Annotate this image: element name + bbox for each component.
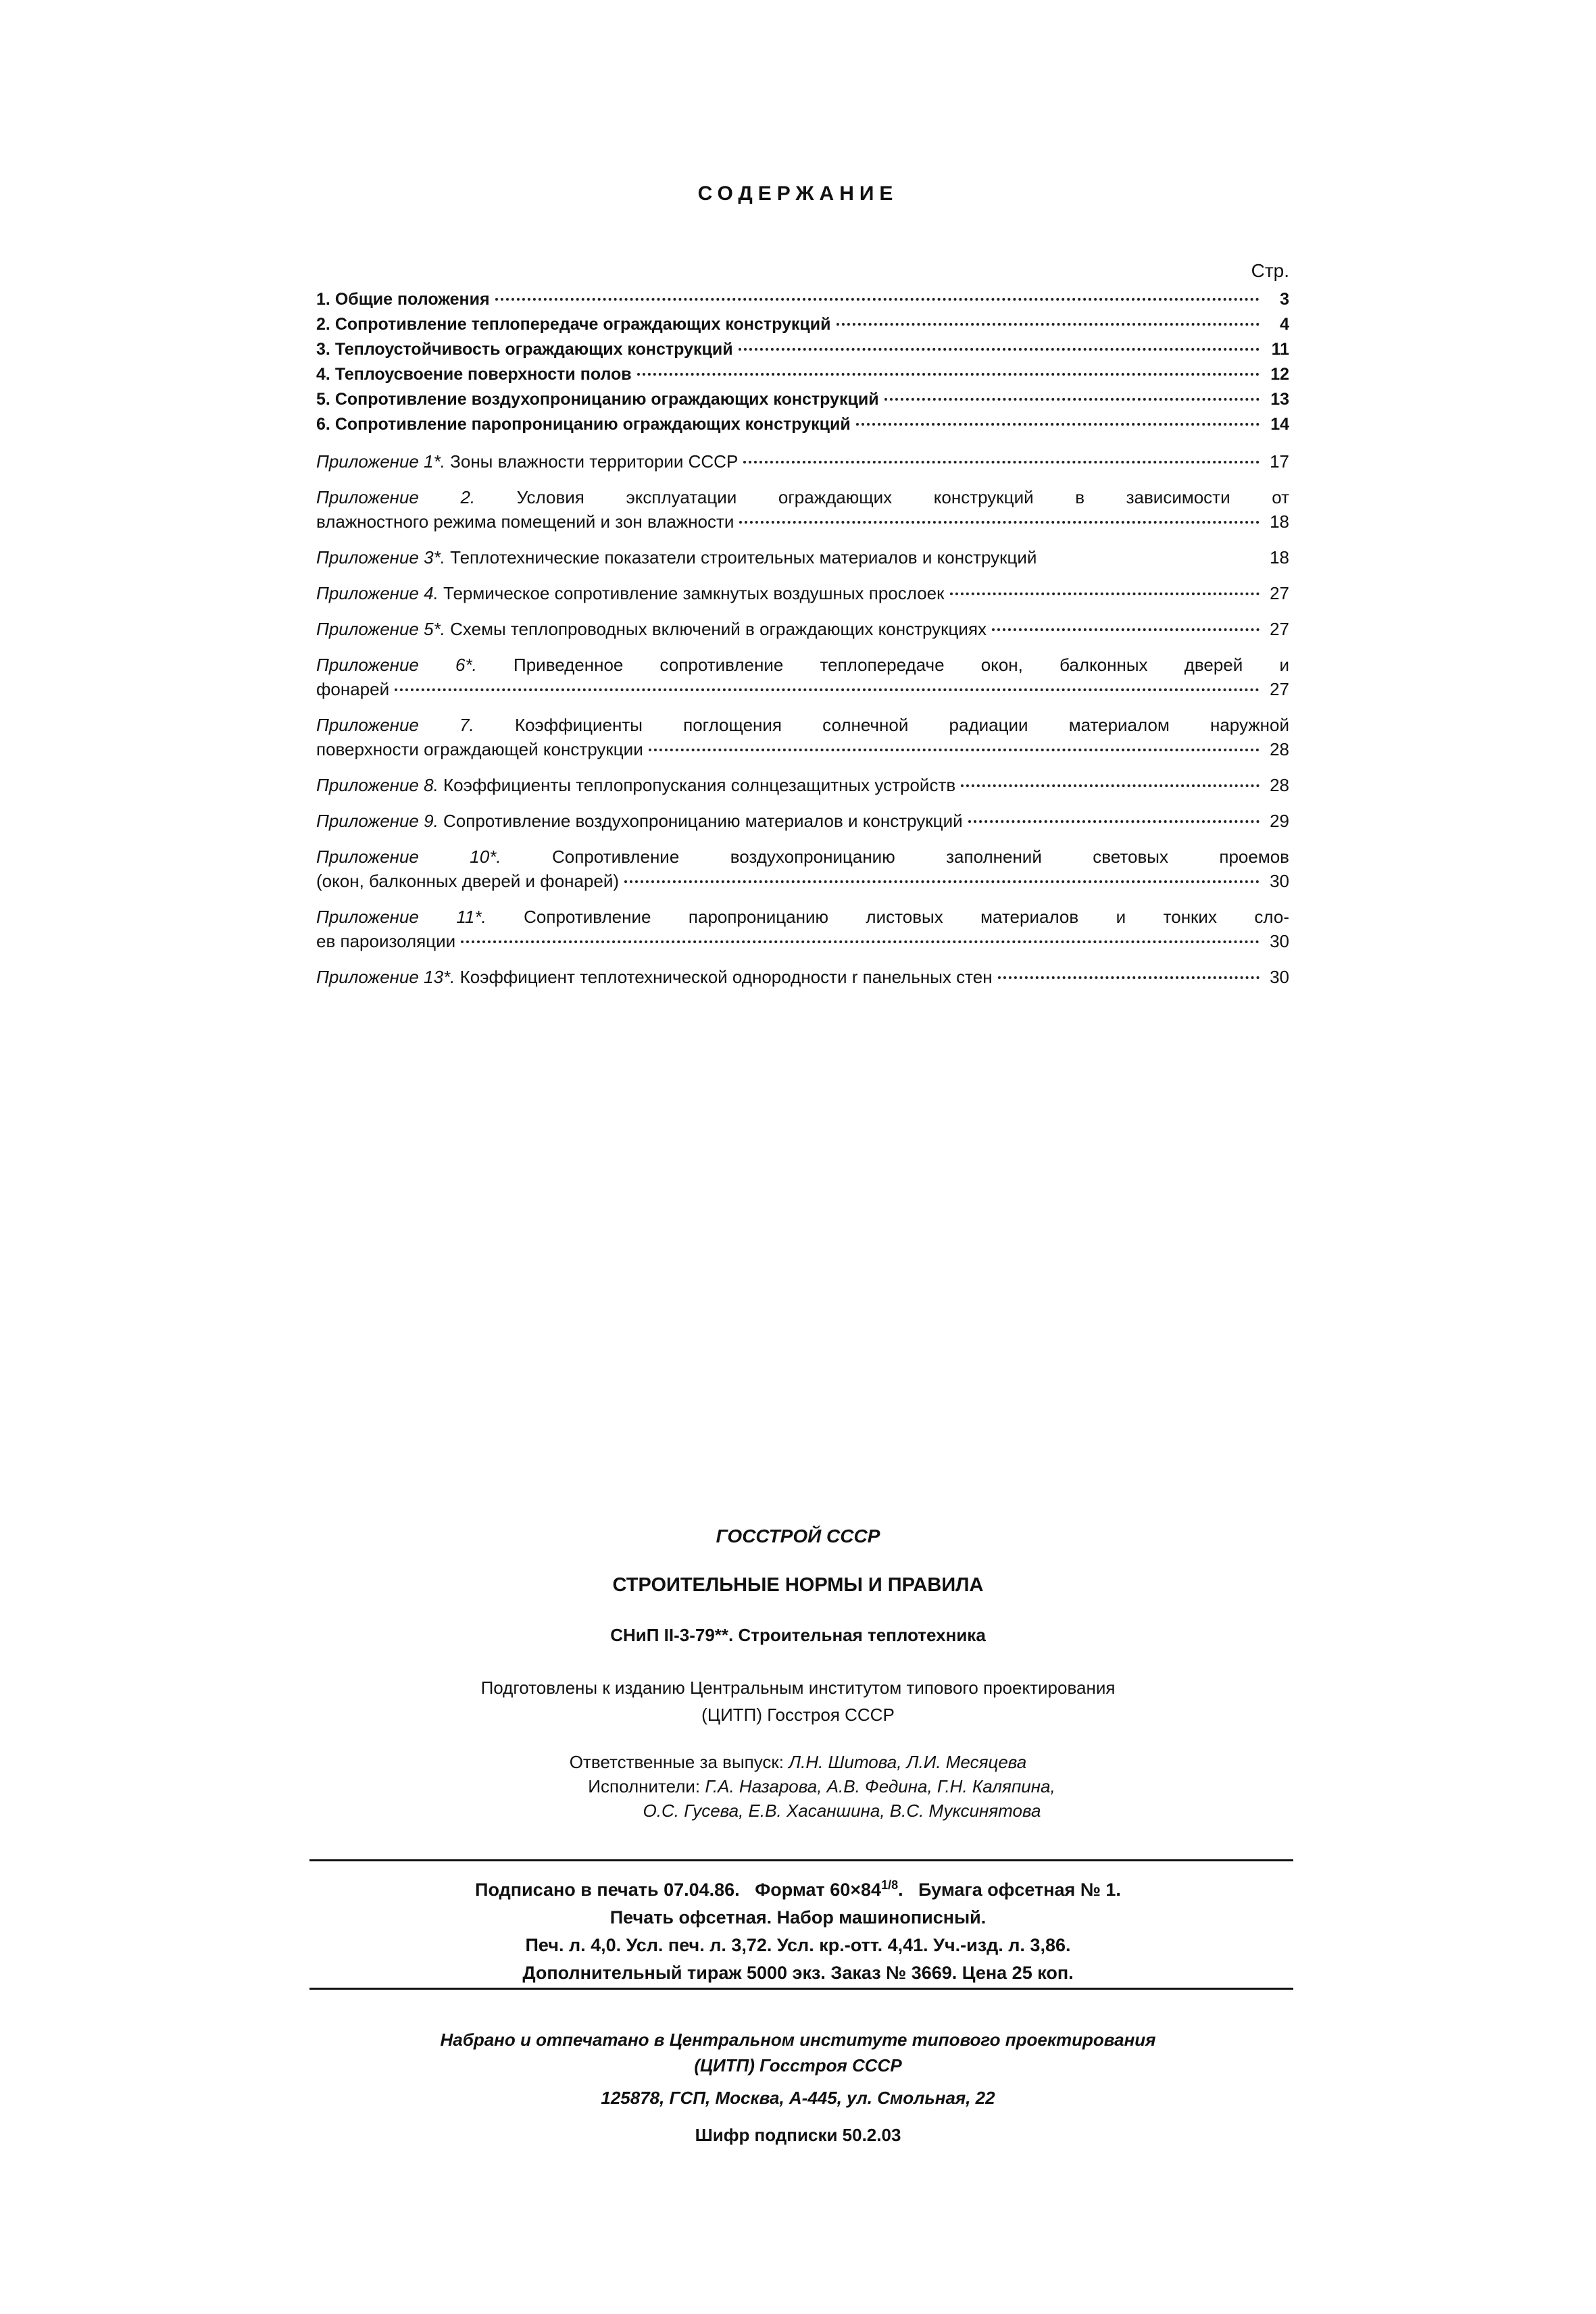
toc-section-5[interactable] — [316, 387, 1289, 412]
section-page: 3 — [1280, 290, 1289, 309]
appendix-page: 30 — [1270, 967, 1289, 987]
appendix-title-cont: влажностного режима помещений и зон влажности — [316, 511, 734, 532]
appendix-page: 27 — [1270, 679, 1289, 699]
appendix-title: Приведенное сопротивление теплопередаче окон, балконных дверей и — [514, 655, 1289, 675]
dot-leader — [743, 461, 1260, 463]
appendix-prefix: Приложение 8. — [316, 775, 439, 795]
toc-appendix-5[interactable] — [316, 617, 1289, 641]
dot-leader — [395, 688, 1260, 691]
dot-leader — [495, 298, 1260, 301]
appendix-prefix: Приложение 9. — [316, 811, 439, 831]
section-label: 6. Сопротивление паропроницанию ограждающих конструкций — [316, 415, 851, 434]
section-page: 11 — [1271, 340, 1289, 359]
appendix-title-cont: поверхности ограждающей конструкции — [316, 739, 643, 759]
dot-leader — [461, 940, 1260, 943]
page-column-header: Стр. — [1251, 260, 1289, 281]
toc-section-6[interactable] — [316, 412, 1289, 437]
appendix-title-cont: фонарей — [316, 679, 390, 699]
credits — [0, 1750, 1596, 1823]
toc-appendix-1[interactable] — [316, 449, 1289, 474]
section-page: 12 — [1270, 365, 1289, 384]
printer-info: Набрано и отпечатано в Центральном институте типового проектирования (ЦИТП) Госстроя СССР — [440, 2030, 1156, 2076]
print-details — [0, 1871, 1596, 1987]
dot-leader — [992, 628, 1260, 631]
subscription-cipher: Шифр подписки 50.2.03 — [695, 2125, 901, 2145]
appendix-title: Зоны влажности территории СССР — [450, 451, 739, 472]
section-label: 5. Сопротивление воздухопроницанию ограждающих конструкций — [316, 390, 879, 409]
appendix-prefix: Приложение 2. — [316, 487, 476, 507]
sections-list — [316, 287, 1289, 437]
dot-leader — [624, 880, 1260, 883]
appendix-page: 18 — [1270, 511, 1289, 532]
appendix-prefix: Приложение 10*. — [316, 847, 501, 867]
sign-line-1: Подписано в печать 07.04.86. Формат $60\times 84^{1/8}$. Бумага офсетная № 1. — [475, 1878, 1121, 1900]
appendix-page: 28 — [1270, 739, 1289, 759]
appendix-prefix: Приложение 3*. — [316, 547, 445, 568]
appendix-prefix: Приложение 13*. — [316, 967, 455, 987]
appendix-page: 30 — [1270, 871, 1289, 891]
toc-appendix-11[interactable] — [316, 905, 1289, 953]
contents-title: СОДЕРЖАНИЕ — [697, 182, 899, 205]
section-page: 4 — [1280, 315, 1289, 334]
toc-appendix-3[interactable] — [316, 545, 1289, 570]
appendix-prefix: Приложение 1*. — [316, 451, 445, 472]
appendix-title: Сопротивление воздухопроницанию заполнений световых проемов — [552, 847, 1289, 867]
section-page: 13 — [1270, 390, 1289, 409]
appendix-title: Сопротивление паропроницанию листовых материалов и тонких сло- — [524, 907, 1289, 927]
toc-appendix-6[interactable] — [316, 653, 1289, 701]
toc-appendix-13[interactable] — [316, 965, 1289, 989]
appendix-title: Условия эксплуатации ограждающих конструкций в зависимости от — [516, 487, 1289, 507]
appendix-page: 27 — [1270, 583, 1289, 603]
executors-line: Исполнители: Г.А. Назарова, А.В. Федина, Г.Н. Каляпина, — [588, 1776, 1055, 1796]
dot-leader — [739, 348, 1260, 351]
responsible-line: Ответственные за выпуск: Л.Н. Шитова, Л.И. Месяцева — [569, 1752, 1027, 1772]
appendix-title: Коэффициенты поглощения солнечной радиации материалом наружной — [514, 715, 1289, 735]
appendix-page: 28 — [1270, 775, 1289, 795]
toc-section-1[interactable] — [316, 287, 1289, 312]
sign-line-2: Печать офсетная. Набор машинописный. — [609, 1907, 987, 1928]
section-label: 2. Сопротивление теплопередаче ограждающих конструкций — [316, 315, 831, 334]
sign-line-4: Дополнительный тираж 5000 экз. Заказ № 3669. Цена 25 коп. — [522, 1963, 1074, 1983]
appendix-page: 29 — [1270, 811, 1289, 831]
section-label: 1. Общие положения — [316, 290, 490, 309]
dot-leader — [950, 593, 1260, 595]
dot-leader — [856, 423, 1260, 426]
appendices-list — [316, 449, 1289, 989]
executors-line-2: О.С. Гусева, Е.В. Хасаншина, В.С. Муксинятова — [643, 1801, 1041, 1821]
toc-section-4[interactable] — [316, 362, 1289, 387]
printer-address: 125878, ГСП, Москва, А-445, ул. Смольная, 22 — [601, 2088, 995, 2108]
appendix-prefix: Приложение 11*. — [316, 907, 487, 927]
divider-bottom — [309, 1988, 1293, 1990]
toc-appendix-7[interactable] — [316, 713, 1289, 761]
toc-appendix-10[interactable] — [316, 845, 1289, 893]
appendix-title: Термическое сопротивление замкнутых воздушных прослоек — [443, 583, 945, 603]
sign-line-3: Печ. л. 4,0. Усл. печ. л. 3,72. Усл. кр.-отт. 4,41. Уч.-изд. л. 3,86. — [525, 1935, 1071, 1955]
toc-section-3[interactable] — [316, 337, 1289, 362]
dot-leader — [998, 976, 1260, 979]
dot-leader — [968, 820, 1260, 823]
dot-leader — [649, 749, 1260, 751]
section-label: 3. Теплоустойчивость ограждающих конструкций — [316, 340, 733, 359]
appendix-prefix: Приложение 4. — [316, 583, 439, 603]
dot-leader — [884, 398, 1260, 401]
document-series-title: СТРОИТЕЛЬНЫЕ НОРМЫ И ПРАВИЛА — [612, 1574, 984, 1596]
appendix-prefix: Приложение 5*. — [316, 619, 445, 639]
appendix-title: Сопротивление воздухопроницанию материалов и конструкций — [443, 811, 963, 831]
section-page: 14 — [1270, 415, 1289, 434]
appendix-title: Схемы теплопроводных включений в ограждающих конструкциях — [450, 619, 987, 639]
appendix-page: 17 — [1270, 451, 1289, 472]
appendix-prefix: Приложение 7. — [316, 715, 474, 735]
appendix-title-cont: ев пароизоляции — [316, 931, 456, 951]
table-of-contents — [316, 260, 1289, 1001]
dot-leader — [961, 784, 1260, 787]
appendix-page: 18 — [1270, 547, 1289, 568]
appendix-prefix: Приложение 6*. — [316, 655, 477, 675]
toc-section-2[interactable] — [316, 312, 1289, 337]
appendix-page: 30 — [1270, 931, 1289, 951]
section-label: 4. Теплоусвоение поверхности полов — [316, 365, 632, 384]
toc-appendix-8[interactable] — [316, 773, 1289, 797]
prepared-by: Подготовлены к изданию Центральным институтом типового проектирования (ЦИТП) Госстроя СССР — [480, 1678, 1116, 1725]
toc-appendix-9[interactable] — [316, 809, 1289, 833]
appendix-title: Коэффициент теплотехнической однородности r панельных стен — [459, 967, 993, 987]
toc-appendix-2[interactable] — [316, 485, 1289, 534]
appendix-title: Коэффициенты теплопропускания солнцезащитных устройств — [443, 775, 956, 795]
document-code: СНиП II-3-79**. Строительная теплотехника — [610, 1625, 986, 1645]
divider-top — [309, 1859, 1293, 1861]
appendix-title: Теплотехнические показатели строительных материалов и конструкций — [450, 547, 1037, 568]
toc-appendix-4[interactable] — [316, 581, 1289, 605]
dot-leader — [739, 521, 1260, 524]
publisher-org: ГОССТРОЙ СССР — [716, 1526, 880, 1546]
appendix-page: 27 — [1270, 619, 1289, 639]
appendix-title-cont: (окон, балконных дверей и фонарей) — [316, 871, 620, 891]
dot-leader — [637, 373, 1260, 376]
dot-leader — [837, 323, 1260, 326]
